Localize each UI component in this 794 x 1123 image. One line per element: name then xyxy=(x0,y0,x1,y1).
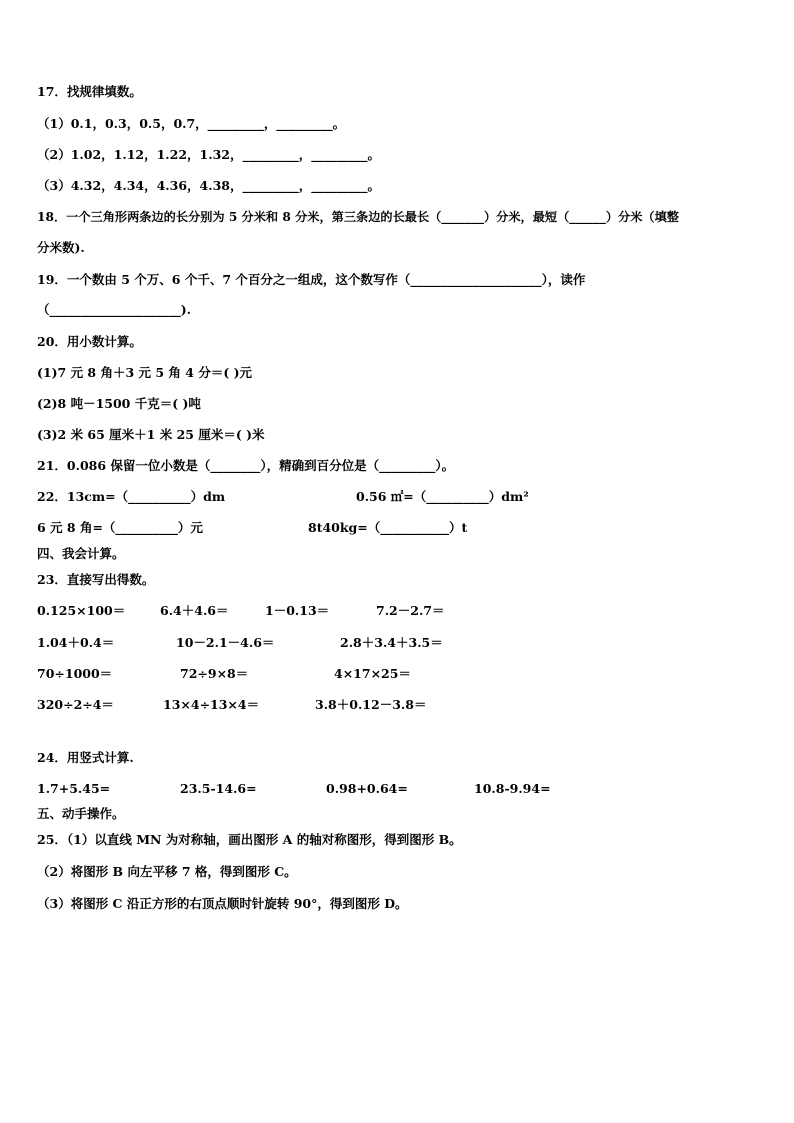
q22-item-d: 8t40kg=（___________）t xyxy=(308,520,468,535)
q22-item-c: 6 元 8 角=（__________）元 xyxy=(37,520,203,535)
q23-cell: 320÷2÷4＝ xyxy=(37,697,114,712)
q24-item: 0.98+0.64= xyxy=(326,781,408,796)
q24-item: 23.5-14.6= xyxy=(180,781,257,796)
q19-line-1: 19．一个数由 5 个万、6 个千、7 个百分之一组成，这个数写作（_____________________），读作 xyxy=(37,272,586,287)
q22-item-a: 22．13cm=（__________）dm xyxy=(37,489,226,504)
q20-line-2: (2)8 吨－1500 千克＝( )吨 xyxy=(37,396,201,411)
q23-cell: 3.8＋0.12－3.8＝ xyxy=(315,697,427,712)
q20-title: 20．用小数计算。 xyxy=(37,334,142,349)
q23-cell: 1.04＋0.4＝ xyxy=(37,635,115,650)
q20-line-1: (1)7 元 8 角＋3 元 5 角 4 分＝( )元 xyxy=(37,365,253,380)
q19-line-2: （_____________________). xyxy=(37,302,192,317)
q17-line-2: （2）1.02，1.12，1.22，1.32，_________，_________。 xyxy=(37,147,380,162)
q23-title: 23．直接写出得数。 xyxy=(37,572,155,587)
q23-cell: 6.4＋4.6＝ xyxy=(160,603,229,618)
q25-line-3: （3）将图形 C 沿正方形的右顶点顺时针旋转 90°，得到图形 D。 xyxy=(37,896,408,911)
section-4-heading: 四、我会计算。 xyxy=(37,546,125,561)
q18-line-1: 18．一个三角形两条边的长分别为 5 分米和 8 分米，第三条边的长最长（_______）分米，最短（______）分米（填整 xyxy=(37,210,679,224)
q23-cell: 70÷1000＝ xyxy=(37,666,113,681)
q23-cell: 7.2－2.7＝ xyxy=(376,603,445,618)
q18-line-2: 分米数). xyxy=(37,240,85,255)
q23-cell: 13×4÷13×4＝ xyxy=(163,697,260,712)
q25-line-2: （2）将图形 B 向左平移 7 格，得到图形 C。 xyxy=(37,864,297,879)
q23-cell: 10－2.1－4.6＝ xyxy=(176,635,275,650)
q17-title: 17．找规律填数。 xyxy=(37,84,142,99)
q23-cell: 0.125×100＝ xyxy=(37,603,126,618)
section-5-heading: 五、动手操作。 xyxy=(37,806,125,821)
q23-cell: 72÷9×8＝ xyxy=(180,666,249,681)
q17-line-1: （1）0.1，0.3，0.5，0.7，_________，_________。 xyxy=(37,116,346,131)
q25-line-1: 25．（1）以直线 MN 为对称轴，画出图形 A 的轴对称图形，得到图形 B。 xyxy=(37,832,462,847)
q17-line-3: （3）4.32，4.34，4.36，4.38，_________，_________。 xyxy=(37,178,380,193)
q24-title: 24．用竖式计算. xyxy=(37,750,134,765)
q23-cell: 4×17×25＝ xyxy=(334,666,411,681)
q23-cell: 2.8＋3.4＋3.5＝ xyxy=(340,635,443,650)
q22-item-b: 0.56 ㎡=（__________）dm² xyxy=(356,489,529,504)
q23-cell: 1－0.13＝ xyxy=(265,603,330,618)
q21-line-1: 21．0.086 保留一位小数是（________），精确到百分位是（_________）。 xyxy=(37,458,455,473)
q24-item: 10.8-9.94= xyxy=(474,781,551,796)
q24-item: 1.7+5.45= xyxy=(37,781,111,796)
q20-line-3: (3)2 米 65 厘米＋1 米 25 厘米＝( )米 xyxy=(37,427,265,442)
